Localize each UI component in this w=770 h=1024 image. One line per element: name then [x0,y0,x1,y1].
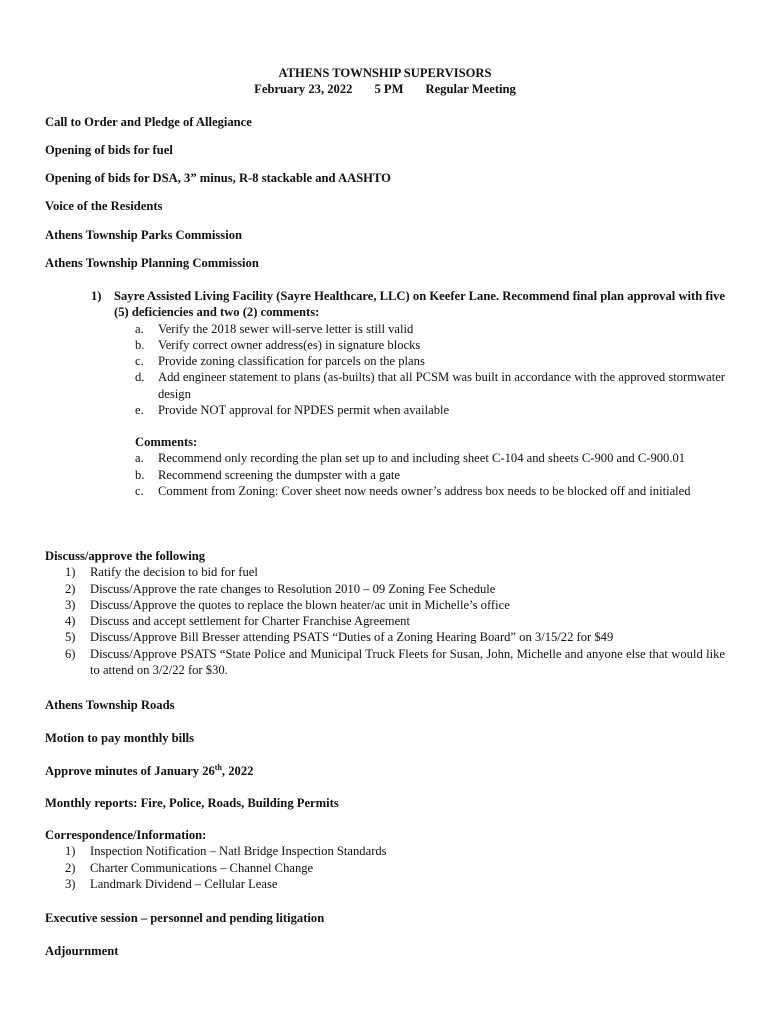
list-number: 2) [65,860,76,875]
meeting-date: February 23, 2022 [254,82,353,97]
list-letter: b. [135,337,145,352]
list-number: 1) [91,289,102,303]
comments-heading: Comments: [135,435,198,449]
parks-commission-heading: Athens Township Parks Commission [45,228,243,242]
comment-text: Recommend screening the dumpster with a gate [158,467,401,482]
planning-comments [45,434,725,499]
list-number: 2) [65,581,76,596]
deficiency-text: Verify correct owner address(es) in signature blocks [158,337,421,352]
minutes-text: Approve minutes of January 26 [45,764,215,778]
correspondence-item-text: Charter Communications – Channel Change [90,860,314,875]
list-letter: a. [135,451,144,466]
meeting-type: Regular Meeting [425,82,516,97]
correspondence-item [45,876,725,892]
list-number: 6) [65,646,76,661]
correspondence-item [45,860,725,876]
discuss-item [45,613,725,629]
deficiency-item [45,321,725,337]
discuss-item [45,646,725,679]
comment-item [45,467,725,483]
list-number: 5) [65,630,76,645]
deficiency-item [45,353,725,369]
list-letter: d. [135,370,145,385]
minutes-heading [45,763,253,779]
discuss-item [45,597,725,613]
deficiency-text: Provide NOT approval for NPDES permit when available [158,403,450,418]
list-number: 1) [65,844,76,859]
planning-commission-heading: Athens Township Planning Commission [45,256,259,270]
comment-item [45,483,725,499]
list-letter: b. [135,467,145,482]
comment-text: Comment from Zoning: Cover sheet now needs owner’s address box needs to be blocked off and initialed [158,483,691,498]
correspondence-item-text: Landmark Dividend – Cellular Lease [90,876,278,891]
roads-heading: Athens Township Roads [45,698,175,712]
correspondence-item-text: Inspection Notification – Natl Bridge Inspection Standards [90,844,387,859]
fuel-bids-heading: Opening of bids for fuel [45,143,173,157]
minutes-superscript: th [214,762,222,772]
deficiency-item [45,369,725,402]
list-letter: e. [135,403,144,418]
bills-heading: Motion to pay monthly bills [45,731,195,745]
minutes-year: , 2022 [221,764,254,778]
list-number: 3) [65,597,76,612]
list-number: 4) [65,614,76,629]
planning-item-text: Sayre Assisted Living Facility (Sayre Healthcare, LLC) on Keefer Lane. Recommend final plan approval with five (5) deficiencies and two (2) comments: [114,289,725,320]
planning-item [45,288,725,418]
deficiency-text: Add engineer statement to plans (as-builts) that all PCSM was built in accordance with the approved stormwater design [158,370,725,401]
planning-item-main [45,288,725,321]
comment-text: Recommend only recording the plan set up to and including sheet C-104 and sheets C-900 and C-900.01 [158,451,686,466]
dsa-bids-heading: Opening of bids for DSA, 3” minus, R-8 stackable and AASHTO [45,171,391,185]
correspondence-item [45,843,725,859]
agenda-header [0,65,770,98]
deficiency-item [45,402,725,418]
list-letter: c. [135,354,144,369]
correspondence-heading: Correspondence/Information: [45,828,207,842]
list-letter: c. [135,483,144,498]
discuss-heading: Discuss/approve the following [45,549,206,563]
discuss-item [45,581,725,597]
meeting-time: 5 PM [374,82,404,97]
correspondence-section [45,827,725,892]
discuss-item [45,629,725,645]
comment-item [45,450,725,466]
discuss-section [45,548,725,678]
list-letter: a. [135,321,144,336]
adjournment-heading: Adjournment [45,944,119,958]
discuss-item-text: Ratify the decision to bid for fuel [90,565,258,580]
deficiency-item [45,337,725,353]
call-to-order-heading: Call to Order and Pledge of Allegiance [45,115,252,129]
deficiency-text: Provide zoning classification for parcels on the plans [158,354,425,369]
voice-of-residents-heading: Voice of the Residents [45,199,163,213]
discuss-item-text: Discuss and accept settlement for Charter Franchise Agreement [90,614,410,629]
discuss-item [45,564,725,580]
list-number: 1) [65,565,76,580]
deficiency-text: Verify the 2018 sewer will-serve letter is still valid [158,321,414,336]
discuss-item-text: Discuss/Approve Bill Bresser attending PSATS “Duties of a Zoning Hearing Board” on 3/15/22 for $49 [90,630,614,645]
discuss-item-text: Discuss/Approve the quotes to replace the blown heater/ac unit in Michelle’s office [90,597,510,612]
reports-heading: Monthly reports: Fire, Police, Roads, Building Permits [45,796,339,810]
list-number: 3) [65,876,76,891]
discuss-item-text: Discuss/Approve PSATS “State Police and Municipal Truck Fleets for Susan, John, Michelle and anyone else that would like to attend on 3/2/22 for $30. [90,646,725,678]
executive-session-heading: Executive session – personnel and pending litigation [45,911,325,925]
discuss-item-text: Discuss/Approve the rate changes to Resolution 2010 – 09 Zoning Fee Schedule [90,581,496,596]
meeting-line [0,81,770,97]
org-title: ATHENS TOWNSHIP SUPERVISORS [278,66,492,80]
